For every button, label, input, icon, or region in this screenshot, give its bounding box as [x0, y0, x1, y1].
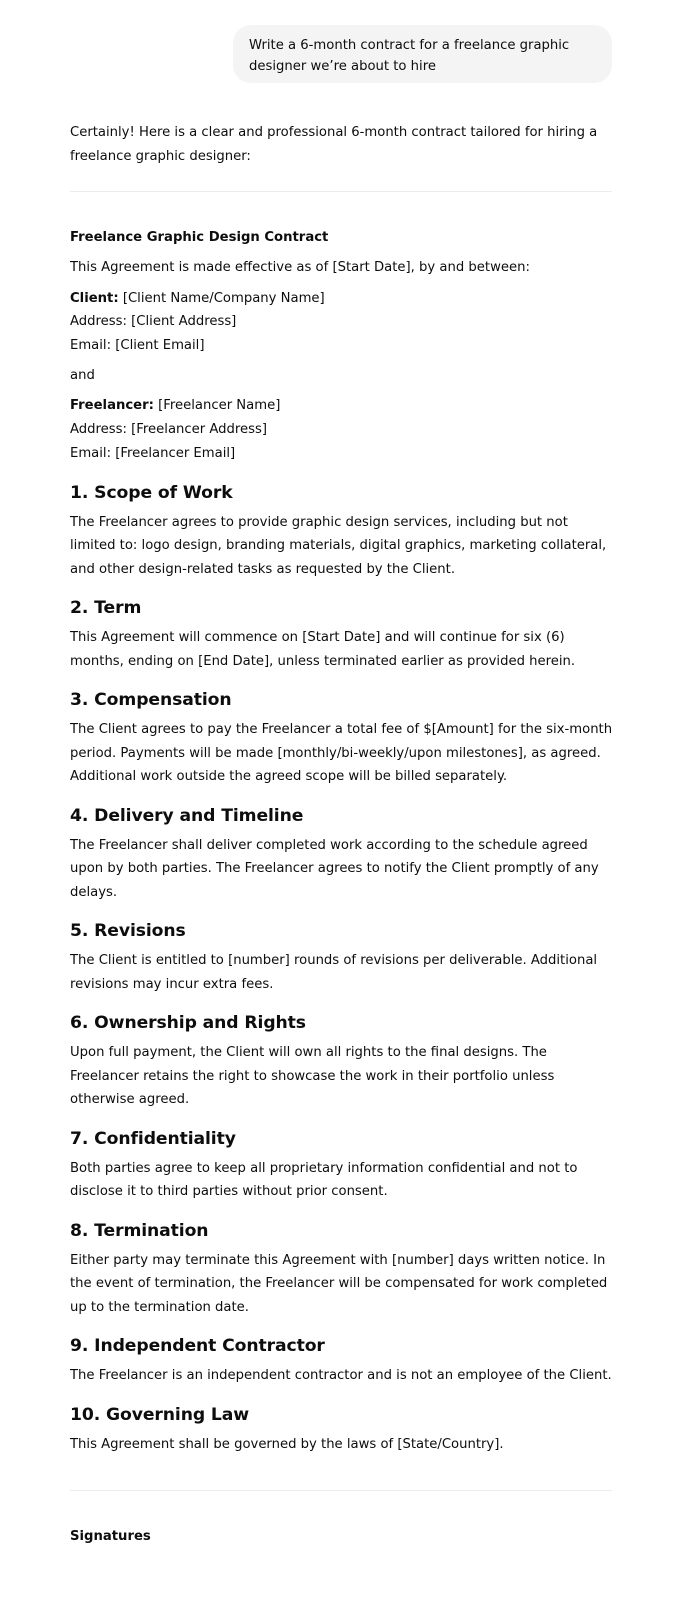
section-heading: 6. Ownership and Rights — [70, 1013, 306, 1034]
section-body: Upon full payment, the Client will own all rights to the final designs. The Freelancer retains the right to showcase the work in their portfolio unless otherwise agreed. — [70, 1045, 555, 1108]
user-message-text: Write a 6-month contract for a freelance graphic designer we’re about to hire — [249, 38, 570, 74]
client-label: Client: — [70, 290, 119, 306]
section-body: The Freelancer agrees to provide graphic design services, including but not limited to: logo design, branding materials, digital graphics, marketing collateral, and other design-related tasks as requested by the Client. — [70, 514, 607, 577]
freelancer-email: Email: [Freelancer Email] — [70, 445, 236, 461]
section-body: The Client is entitled to [number] rounds of revisions per deliverable. Additional revisions may incur extra fees. — [70, 953, 598, 992]
section-heading: 3. Compensation — [70, 690, 232, 711]
assistant-message — [70, 121, 615, 1548]
freelancer-label: Freelancer: — [70, 398, 154, 414]
section-heading: 9. Independent Contractor — [70, 1336, 325, 1357]
section-heading: 1. Scope of Work — [70, 482, 233, 503]
section-heading: 7. Confidentiality — [70, 1128, 236, 1149]
section-heading: 10. Governing Law — [70, 1404, 250, 1425]
effective-line: This Agreement is made effective as of [Start Date], by and between: — [70, 260, 530, 275]
section-heading: 5. Revisions — [70, 921, 186, 942]
client-name: [Client Name/Company Name] — [118, 290, 325, 306]
signatures-title: Signatures — [70, 1529, 151, 1545]
section-body: This Agreement shall be governed by the laws of [State/Country]. — [70, 1436, 504, 1452]
client-email: Email: [Client Email] — [70, 338, 205, 354]
section-heading: 2. Term — [70, 598, 142, 619]
freelancer-name: [Freelancer Name] — [153, 398, 281, 414]
and-word: and — [70, 367, 95, 383]
section-body: The Client agrees to pay the Freelancer a total fee of $[Amount] for the six-month period. Payments will be made [monthly/bi-weekly/upon milestones], as agreed. Additional work outside the agreed scope will be billed separately. — [70, 722, 613, 785]
section-heading: 8. Termination — [70, 1220, 209, 1241]
section-body: Both parties agree to keep all proprietary information confidential and not to disclose it to third parties without prior consent. — [70, 1160, 578, 1200]
contract-title: Freelance Graphic Design Contract — [70, 230, 329, 245]
freelancer-block — [70, 394, 615, 465]
user-message-bubble — [233, 25, 612, 83]
assistant-intro: Certainly! Here is a clear and professional 6-month contract tailored for hiring a freelance graphic designer: — [70, 125, 598, 164]
section-heading: 4. Delivery and Timeline — [70, 805, 304, 826]
section-body: The Freelancer is an independent contractor and is not an employee of the Client. — [70, 1368, 612, 1384]
section-body: This Agreement will commence on [Start Date] and will continue for six (6) months, ending on [End Date], unless terminated earlier as provided herein. — [70, 630, 576, 669]
section-body: Either party may terminate this Agreement with [number] days written notice. In the event of termination, the Freelancer will be compensated for work completed up to the termination date. — [70, 1252, 608, 1315]
section-body: The Freelancer shall deliver completed work according to the schedule agreed upon by both parties. The Freelancer agrees to notify the Client promptly of any delays. — [70, 837, 599, 900]
freelancer-address: Address: [Freelancer Address] — [70, 422, 268, 438]
client-address: Address: [Client Address] — [70, 314, 237, 330]
client-block — [70, 287, 615, 358]
